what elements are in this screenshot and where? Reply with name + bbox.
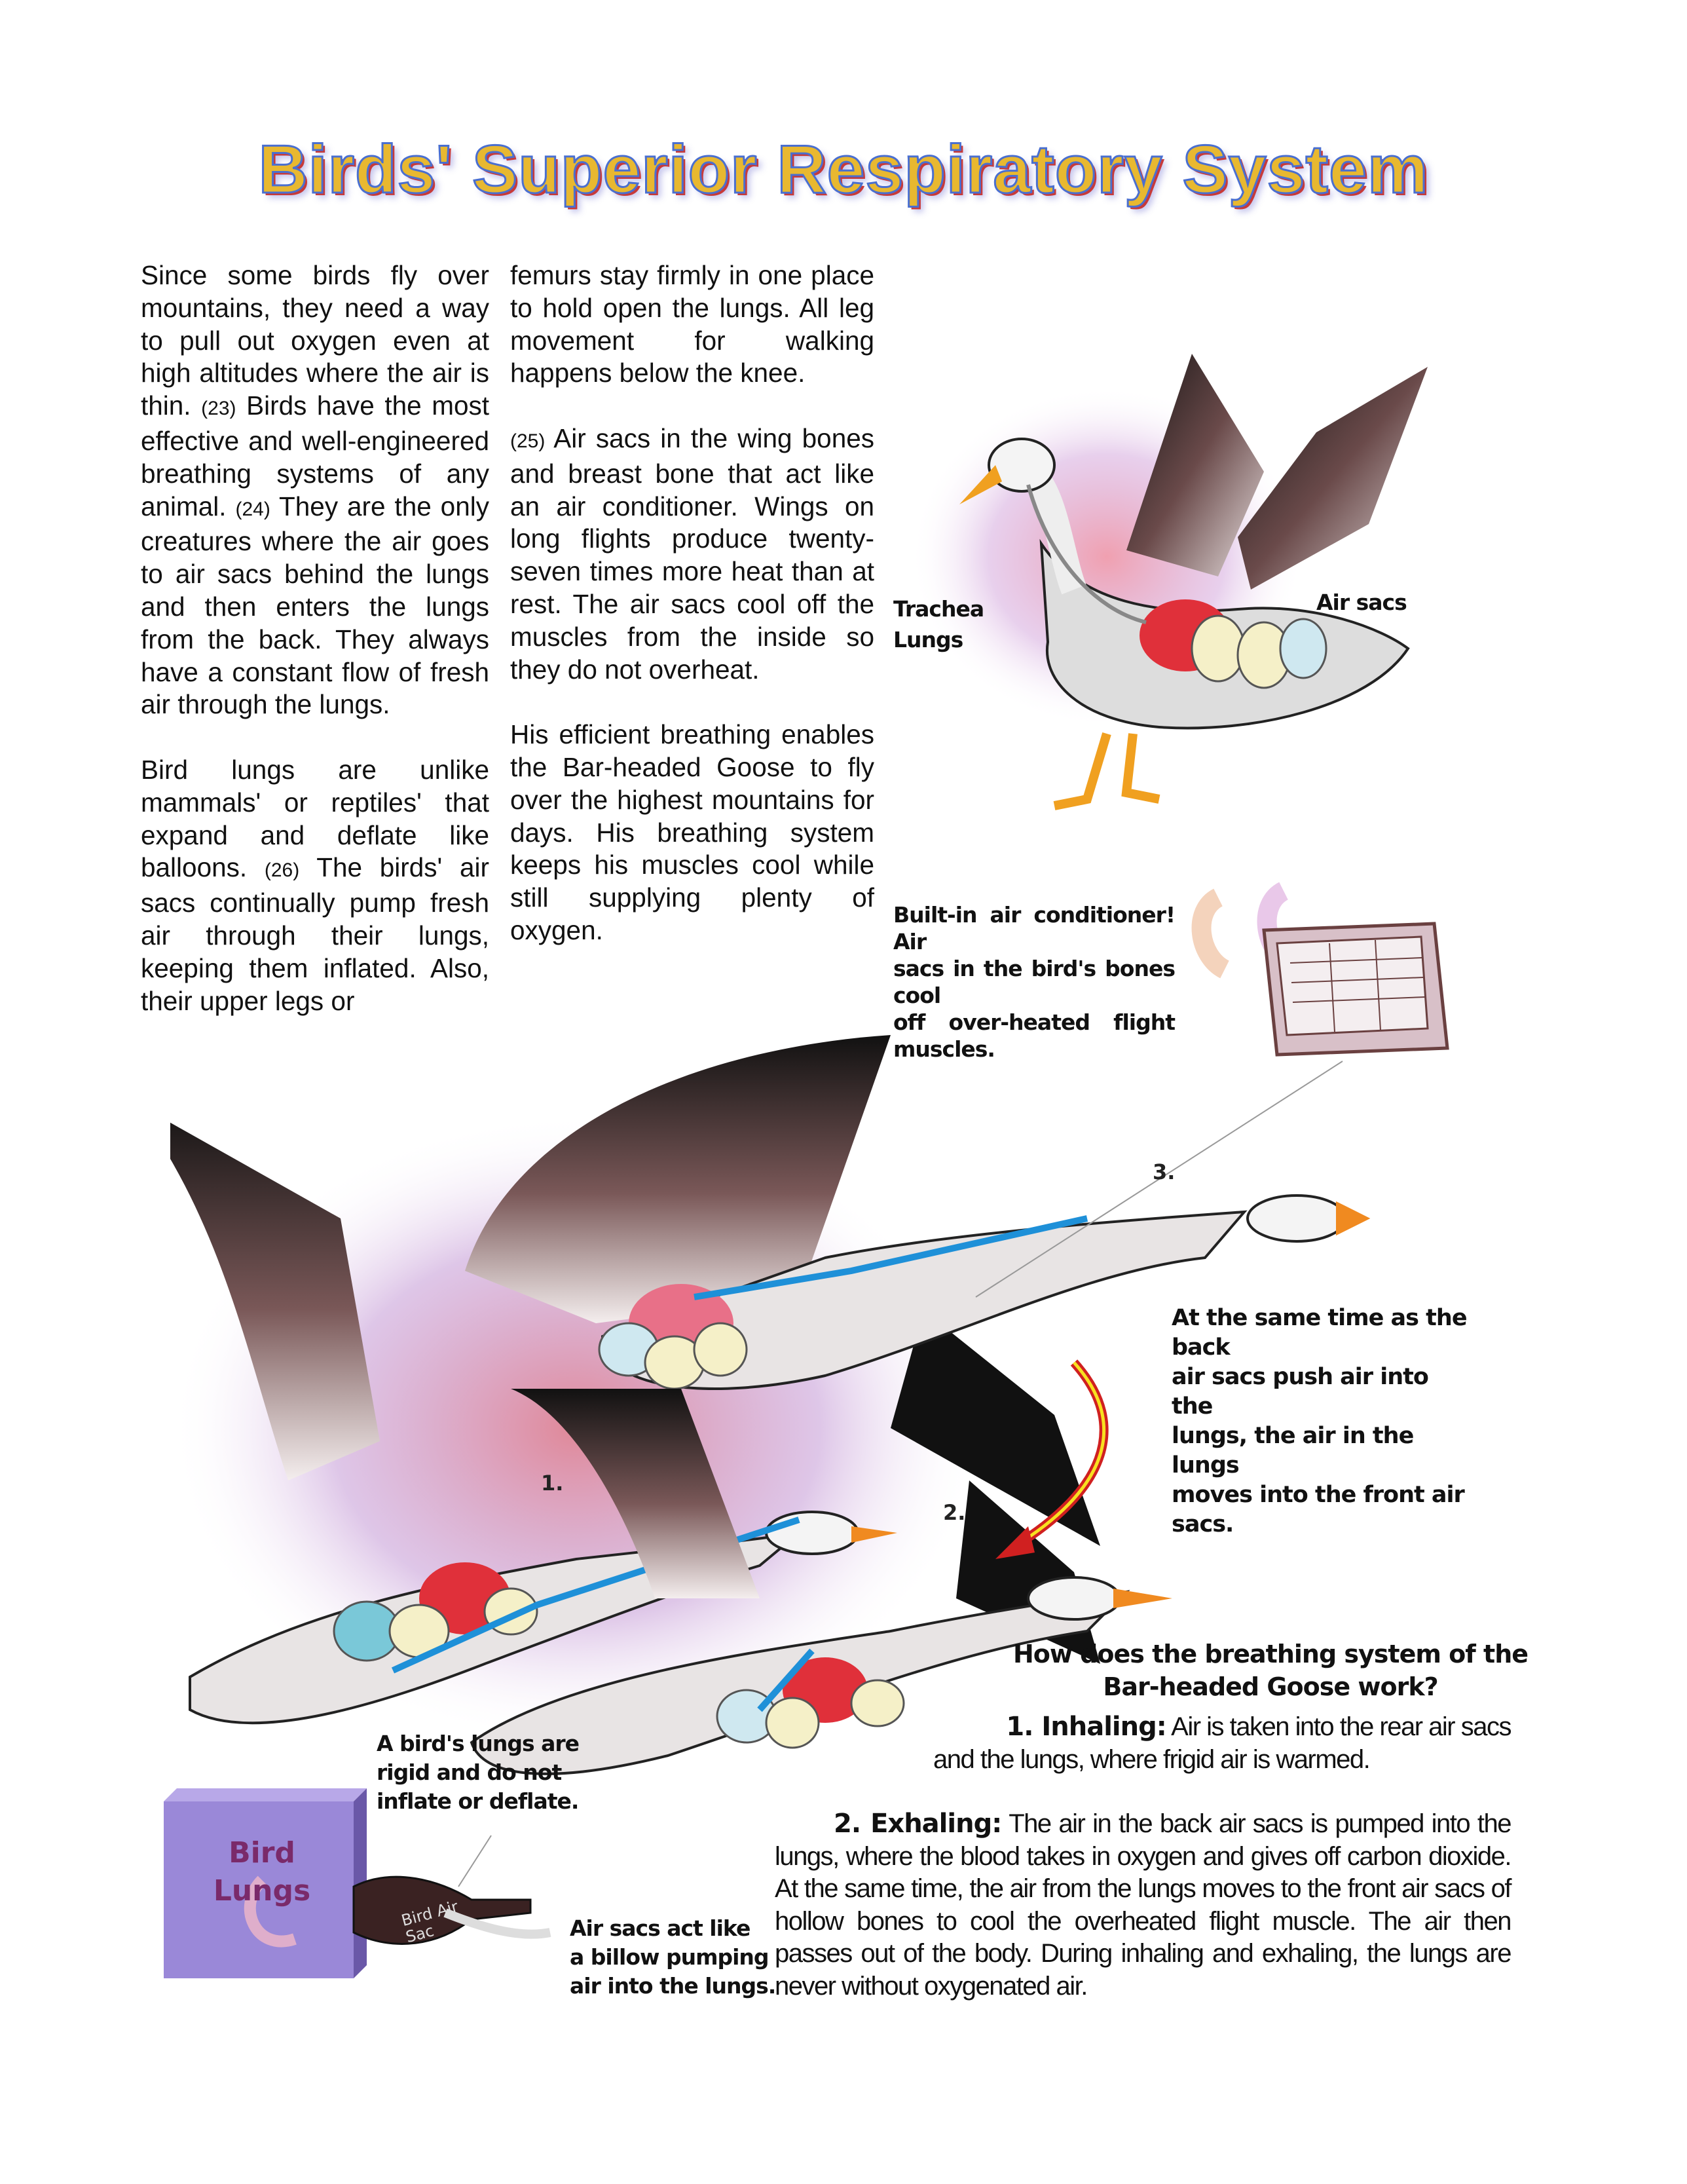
step-3-label: 3.	[1153, 1159, 1176, 1184]
text-line: moves into the front air sacs.	[1172, 1482, 1464, 1537]
page-title: Birds' Superior Respiratory System	[258, 132, 1429, 208]
inhaling-label: 1. Inhaling:	[1006, 1712, 1166, 1742]
text-line: air into the lungs.	[570, 1973, 776, 1999]
inhaling-line-2: and the lungs, where frigid air is warmed.	[933, 1745, 1370, 1774]
text-line: sacs in the bird's bones cool	[893, 956, 1175, 1008]
bird-lungs-box-label: Bird Lungs	[213, 1836, 311, 1908]
label-lungs: Lungs	[893, 627, 963, 652]
heading-line: How does the breathing system of the	[1012, 1640, 1529, 1668]
goose-feet	[1054, 734, 1159, 806]
air-sacs	[1192, 616, 1326, 688]
paragraph: His efficient breathing enables the Bar-headed Goose to fly over the highest mountains for days. His breathing system keeps his muscles cool while still supplying plenty of oxygen.	[510, 719, 874, 945]
rigid-lungs-note	[377, 1729, 579, 1816]
heading-line: Bar-headed Goose work?	[1103, 1672, 1438, 1701]
text-line: rigid and do not	[377, 1760, 562, 1785]
text: The air in the back air sacs is pumped into the lungs, where the blood takes in oxygen and gives off carbon dioxide. At the same time, the air from the lungs moves to the front air sacs of hollow bones to cool the overheated flight muscle. The air then passes out of the body. During inhaling and exhaling, the lungs are never without oxygenated air.	[775, 1809, 1511, 2001]
text-column-right	[510, 259, 874, 980]
text-line: lungs, the air in the lungs	[1172, 1423, 1414, 1478]
paragraph: femurs stay firmly in one place to hold open the lungs. All leg movement for walking happens below the knee.	[510, 260, 874, 388]
text: Air is taken into the rear air sacs	[1171, 1712, 1511, 1741]
inhaling-line	[720, 1711, 1511, 1744]
bird-air-sac-label: Bird Air Sac	[399, 1897, 460, 1947]
text-line: inflate or deflate.	[377, 1788, 579, 1814]
text-line: off over-heated flight muscles.	[893, 1009, 1175, 1062]
same-time-note	[1172, 1304, 1473, 1539]
text-column-left	[141, 259, 489, 1050]
goose-head	[989, 439, 1054, 491]
reference-number: (24)	[235, 498, 270, 520]
reference-number: (23)	[201, 398, 236, 420]
step-1-label: 1.	[541, 1471, 564, 1496]
label-trachea: Trachea	[893, 596, 984, 622]
standing-goose-illustration	[910, 341, 1447, 825]
explanation-heading	[943, 1638, 1598, 1703]
text: The birds' air sacs continually pump fresh air through their lungs, keeping them inflated. Also, their upper legs or	[141, 852, 489, 1016]
step-2-label: 2.	[943, 1500, 966, 1525]
text-line: Air sacs act like	[570, 1915, 751, 1941]
text-line: Built-in air conditioner! Air	[893, 902, 1175, 954]
reference-number: (25)	[510, 430, 546, 452]
paragraph	[141, 754, 489, 1017]
text-line: At the same time as the back	[1172, 1305, 1467, 1361]
text: Birds have the most effective and well-engineered breathing systems of any animal.	[141, 390, 489, 521]
billow-note	[570, 1914, 775, 2001]
text-line: A bird's lungs are	[377, 1731, 580, 1756]
reference-number: (26)	[264, 859, 300, 882]
text: Bird lungs are unlike mammals' or reptiles' that expand and deflate like balloons.	[141, 754, 489, 883]
text: Since some birds fly over mountains, they need a way to pull out oxygen even at high altitudes where the air is thin.	[141, 260, 489, 421]
exhaling-label: 2. Exhaling:	[834, 1809, 1002, 1839]
text-line: a billow pumping	[570, 1944, 769, 1970]
text: Air sacs in the wing bones and breast bone that act like an air conditioner. Wings on long flights produce twenty-seven times more heat than at rest. The air sacs cool off the muscles from the inside so they do not overheat.	[510, 423, 874, 685]
paragraph	[510, 423, 874, 686]
exhaling-paragraph	[775, 1808, 1511, 2003]
text: They are the only creatures where the air goes to air sacs behind the lungs and then enters the lungs from the back. They always have a constant flow of fresh air through the lungs.	[141, 491, 489, 720]
text-line: air sacs push air into the	[1172, 1364, 1428, 1420]
paragraph	[141, 259, 489, 721]
label-air-sacs: Air sacs	[1316, 590, 1407, 615]
